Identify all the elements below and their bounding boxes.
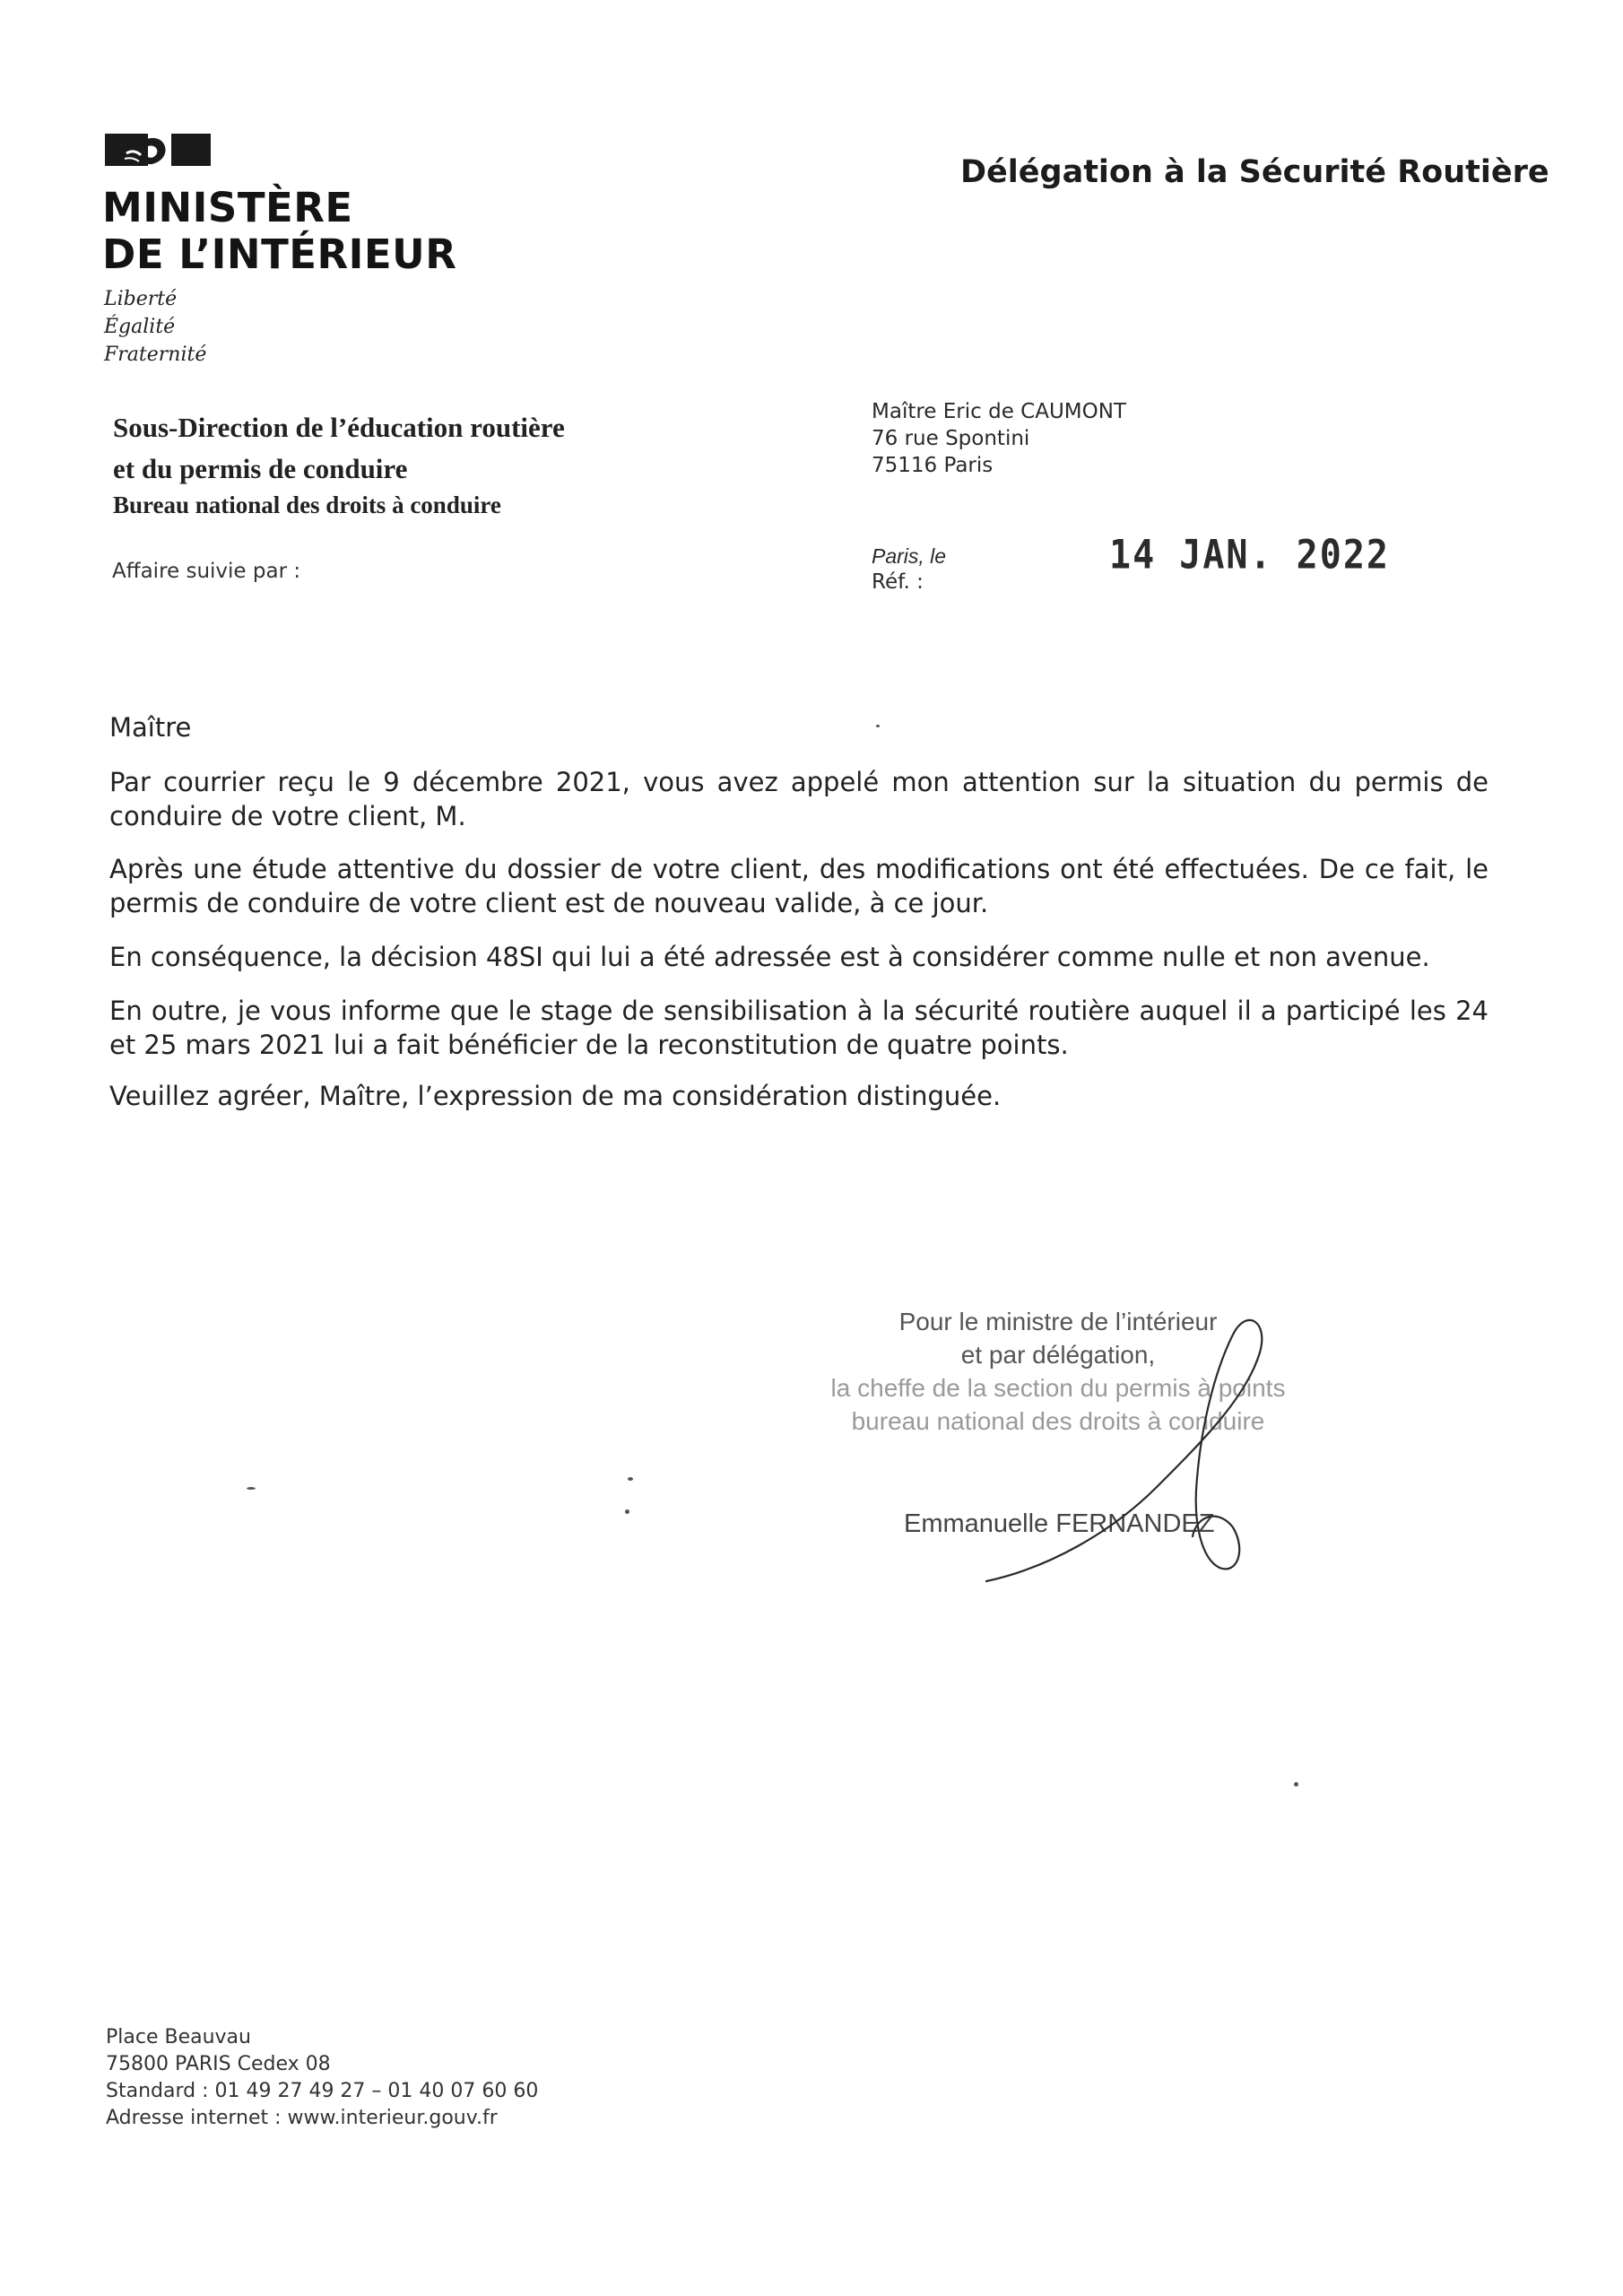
scan-speck [625,1509,629,1514]
date-stamp: 14 JAN. 2022 [1109,532,1390,578]
scan-speck [247,1487,256,1490]
signature-line-3: la cheffe de la section du permis à points [830,1374,1286,1402]
reference-label: Réf. : [872,570,924,594]
scan-speck [1294,1782,1298,1787]
footer-line-2: 75800 PARIS Cedex 08 [106,2053,331,2075]
footer-phone: Standard : 01 49 27 49 27 – 01 40 07 60 60 [106,2080,539,2102]
closing-paragraph: Veuillez agréer, Maître, l’expression de ma considération distinguée. [109,1081,1002,1111]
delegation-title: Délégation à la Sécurité Routière [960,154,1549,190]
salutation: Maître [109,712,192,743]
paragraph-1: Par courrier reçu le 9 décembre 2021, vous avez appelé mon attention sur la situation du permis de conduire de votre client, M. [109,767,1488,831]
recipient-street: 76 rue Spontini [872,427,1030,450]
scan-speck [876,725,880,727]
paragraph-3: En conséquence, la décision 48SI qui lui a été adressée est à considérer comme nulle et non avenue. [109,942,1430,972]
signature-line-2: et par délégation, [960,1341,1156,1369]
footer-address [106,2024,538,2132]
ministry-name [102,185,456,278]
ministry-line-2: DE L’INTÉRIEUR [102,230,457,278]
handwritten-signature [977,1299,1291,1595]
ministry-line-1: MINISTÈRE [102,184,353,231]
motto-liberte: Liberté [104,288,178,310]
affaire-suivie-label: Affaire suivie par : [112,560,301,583]
signature-line-4: bureau national des droits à conduire [851,1407,1265,1435]
dateline-label: Paris, le [872,544,947,568]
signatory-name: Emmanuelle FERNANDEZ [904,1509,1215,1538]
republic-motto [104,285,206,369]
signature-line-1: Pour le ministre de l’intérieur [898,1308,1218,1335]
footer-web: Adresse internet : www.interieur.gouv.fr [106,2107,498,2129]
sender-bureau: Bureau national des droits à conduire [113,491,501,518]
footer-line-1: Place Beauvau [106,2026,251,2048]
motto-egalite: Égalité [104,316,176,338]
marianne-logo-icon [105,132,211,182]
subdirection-line-2: et du permis de conduire [113,453,408,484]
recipient-name: Maître Eric de CAUMONT [872,400,1126,423]
paragraph-2: Après une étude attentive du dossier de votre client, des modifications ont été effectuées. De ce fait, le permis de conduire de votre client est de nouveau valide, à ce jour. [109,854,1488,918]
recipient-address [872,398,1126,479]
motto-fraternite: Fraternité [104,344,207,366]
paragraph-4: En outre, je vous informe que le stage de sensibilisation à la sécurité routière auquel il a participé les 24 et 25 mars 2021 lui a fait bénéficier de la reconstitution de quatre points. [109,996,1488,1060]
recipient-city: 75116 Paris [872,454,994,477]
subdirection-line-1: Sous-Direction de l’éducation routière [113,412,565,443]
sender-subdirection [113,407,565,490]
scan-speck [628,1477,633,1481]
